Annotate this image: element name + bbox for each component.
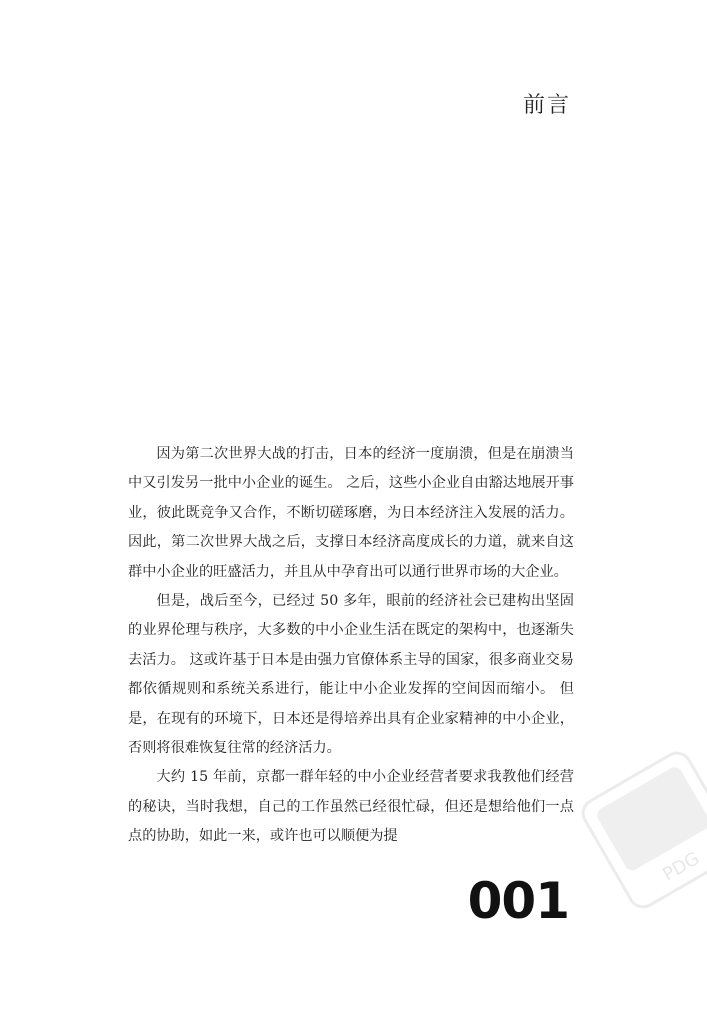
paragraph-3: 大约 15 年前，京都一群年轻的中小企业经营者要求我教他们经营的秘诀，当时我想，自己的工作虽然已经很忙碌，但还是想给他们一点点的协助，如此一来，或许也可以顺便为提 [128,769,574,845]
watermark-seal [564,734,707,925]
paragraph-1: 因为第二次世界大战的打击，日本的经济一度崩溃，但是在崩溃当中又引发另一批中小企业的诞生。 之后，这些小企业自由豁达地展开事业，彼此既竞争又合作，不断切磋琢磨，为日本经济注入发展的活力。 因此，第二次世界大战之后，支撑日本经济高度成长的力道，就来自这群中小企业的旺盛活力，并且从中孕育出可以通行世界市场的大企业。 [128,446,574,580]
page-number: 001 [467,872,569,930]
page-title: 前言 [522,93,571,118]
paragraph-2: 但是，战后至今，已经过 50 多年，眼前的经济社会已建构出坚固的业界伦理与秩序，大多数的中小企业生活在既定的架构中，也逐渐失去活力。 这或许基于日本是由强力官僚体系主导的国家，很多商业交易都依循规则和系统关系进行，能让中小企业发挥的空间因而缩小。 但是，在现有的环境下，日本还是得培养出具有企业家精神的中小企业，否则将很难恢复往常的经济活力。 [128,593,574,757]
watermark-text: PDG [659,848,704,886]
body-text [128,440,574,852]
